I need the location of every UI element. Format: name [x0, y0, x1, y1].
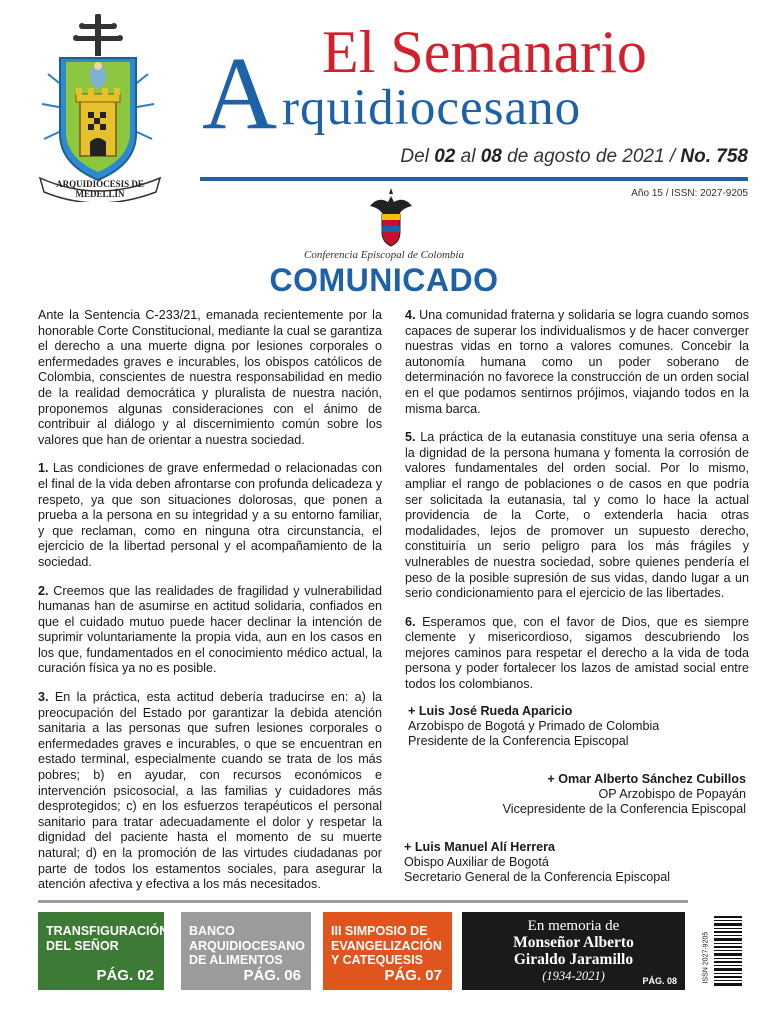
footer-rule [38, 900, 688, 903]
point-2: 2. Creemos que las realidades de fragilidad y vulnerabilidad humanas han de asumirse en actitud solidaria, confiados en que el cuidado mutuo puede hacer declinar la intención de suprimir voluntariamente la propia vida, aun en los casos en los que, fundamentados en el conocimiento médico actual, la curación física ya no es posible. [38, 583, 383, 676]
page-title: COMUNICADO [269, 262, 499, 298]
point-1: 1. Las condiciones de grave enfermedad o relacionadas con el final de la vida deben afrontarse con profunda delicadeza y respeto, ya que son situaciones dolorosas, que ponen a prueba a la persona en su integridad y a su entorno familiar, y que reclaman, como en ninguna otra circunstancia, el ejercicio de la libertad personal y el acompañamiento de la sociedad. [38, 461, 382, 569]
conference-name: Conferencia Episcopal de Colombia [304, 249, 464, 261]
teaser-memorial[interactable]: En memoria de Monseñor Alberto Giraldo Jaramillo (1934-2021) PÁG. 08 [462, 912, 685, 990]
masthead-title-red: El Semanario [322, 19, 647, 85]
episcopal-conference-logo [368, 186, 414, 248]
barcode [700, 914, 744, 990]
left-column [38, 308, 382, 906]
signature-secretary: + Luis Manuel Alí Herrera Obispo Auxiliar de Bogotá Secretario General de la Conferencia Episcopal [404, 840, 671, 884]
point-4: 4. Una comunidad fraterna y solidaria se logra cuando somos capaces de superar los individualismos y de hacer converger nuestras vidas en torno a valores comunes. Concebir la autonomía humana como un poder soberano de determinación no favorece la construcción de un orden social en el que podamos sentirnos prójimos, viajando todos en la misma barca. [405, 308, 749, 416]
masthead-title-initial: A [202, 36, 278, 151]
signature-vicepresident: + Omar Alberto Sánchez Cubillos OP Arzobispo de Popayán Vicepresidente de la Conferencia Episcopal [502, 772, 746, 816]
right-column [405, 308, 749, 706]
issue-number: No. 758 [680, 146, 748, 167]
point-6: 6. Esperamos que, con el favor de Dios, que es siempre clemente y misericordioso, sigamos descubriendo los mejores caminos para respetar el derecho a la vida de toda persona y poder fortalecer los lazos de amistad social entre todos los colombianos. [405, 614, 750, 692]
teaser-banco-alimentos[interactable]: BANCO ARQUIDIOCESANO DE ALIMENTOS PÁG. 06 [181, 912, 311, 990]
barcode-issn: ISSN 2027-9205 [702, 931, 710, 984]
masthead-title-blue: rquidiocesano [282, 80, 582, 136]
masthead-rule [200, 177, 748, 181]
intro-paragraph: Ante la Sentencia C-233/21, emanada recientemente por la honorable Corte Constitucional, mediante la cual se garantiza el derecho a una muerte digna por lesiones corporales o enfermedades graves e incurables, los obispos católicos de Colombia, conscientes de nuestra responsabilidad en medio de la realidad democrática y pluralista de nuestra nación, proponemos algunas consideraciones con el ánimo de contribuir al diálogo y al discernimiento común sobre los valores que han de orientar a nuestra sociedad. [38, 308, 382, 447]
point-5: 5. La práctica de la eutanasia constituye una seria ofensa a la dignidad de la persona humana y fomenta la corrosión de valores fundamentales del orden social. Por lo mismo, ampliar el rango de poblaciones o de casos en que podría ser solicitada la eutanasia, tal y como lo hace la actual providencia de la Corte, o extenderla hacia otras modalidades, lejos de promover un supuesto derecho, constituiría un serio peligro para los más frágiles y vulnerables de nuestra sociedad, sobre quienes pendería el peso de la posible supresión de sus vidas, dando lugar a un serio condicionamiento para el ejercicio de las libertades. [405, 430, 749, 601]
issue-date-line: Del 02 al 08 de agosto de 2021 / No. 758 [400, 146, 748, 167]
teaser-transfiguracion[interactable]: TRANSFIGURACIÓN DEL SEÑOR PÁG. 02 [38, 912, 164, 990]
archdiocese-crest [36, 14, 164, 202]
signature-president: + Luis José Rueda Aparicio Arzobispo de Bogotá y Primado de Colombia Presidente de la Conferencia Episcopal [408, 704, 660, 748]
crest-banner-text: ARQUIDIÓCESIS DE MEDELLÍN [56, 179, 144, 199]
issn-line: Año 15 / ISSN: 2027-9205 [631, 188, 748, 199]
point-3: 3. En la práctica, esta actitud debería traducirse en: a) la preocupación del Estado por garantizar la debida atención sanitaria a las personas que sufren lesiones corporales o enfermedades graves e incurables, o que se encuentran en estado terminal, especialmente cuando se trata de los más pobres; b) en ayudar, con recursos económicos e intervención psicosocial, a las familias y cuidadores más desprotegidos; c) en los esfuerzos terapéuticos el personal sanitario para tratar adecuadamente el dolor y respetar la dignidad del paciente hasta el momento de su muerte natural; d) en la promoción de las virtudes ciudadanas por parte de todos los estamentos sociales, para asegurar la atención afectiva y efectiva a los más necesitados. [38, 690, 382, 892]
teaser-simposio[interactable]: III SIMPOSIO DE EVANGELIZACIÓN Y CATEQUESIS PÁG. 07 [323, 912, 452, 990]
